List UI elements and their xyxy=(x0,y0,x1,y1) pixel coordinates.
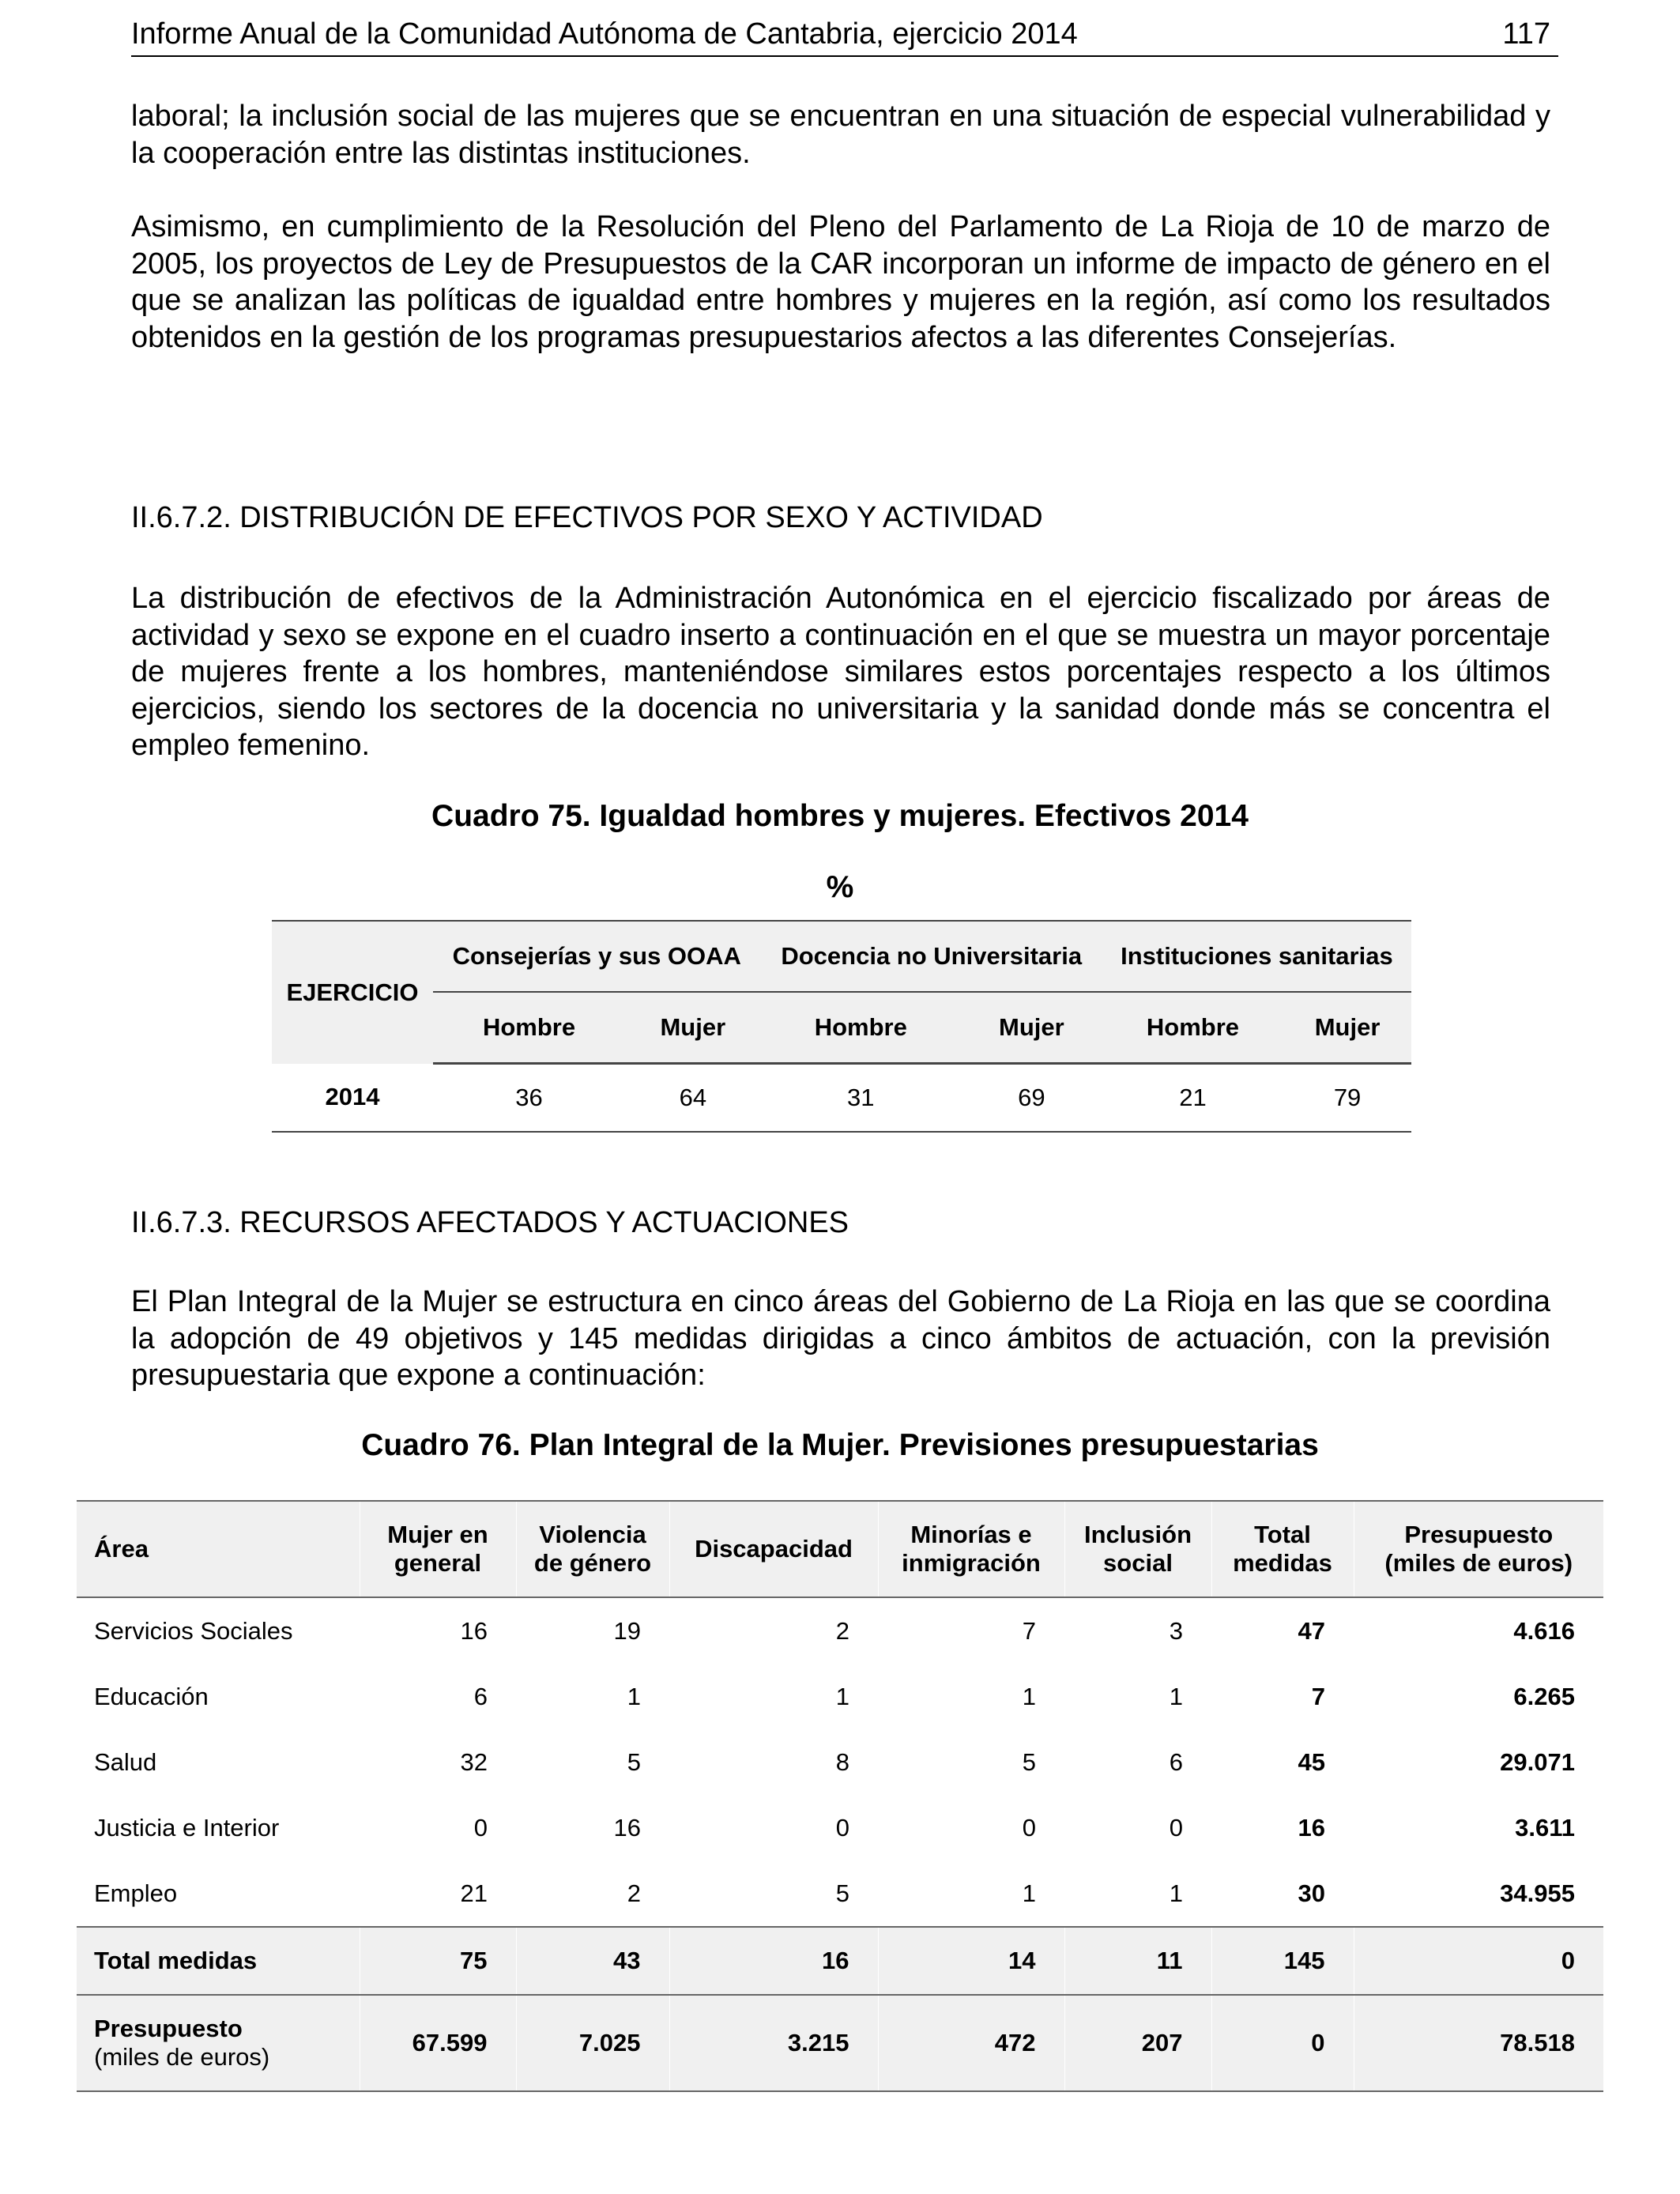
table-plan-integral-mujer xyxy=(77,1500,1603,2092)
table75-subheader: Hombre xyxy=(761,992,961,1064)
table76-total-row xyxy=(77,1927,1603,1995)
table75-subheader: Hombre xyxy=(433,992,625,1064)
table-row xyxy=(77,1860,1603,1927)
table76-header: Presupuesto (miles de euros) xyxy=(1354,1501,1603,1597)
table75-subheader: Mujer xyxy=(961,992,1102,1064)
table76-cell: 16 xyxy=(460,1616,488,1645)
table75-group-docencia: Docencia no Universitaria xyxy=(761,921,1102,992)
table76-cell: 19 xyxy=(613,1616,641,1645)
table76-cell: 3 xyxy=(1169,1616,1183,1645)
table75-subheader: Mujer xyxy=(625,992,761,1064)
page-header xyxy=(131,14,1558,57)
table76-cell: 8 xyxy=(835,1747,849,1776)
table76-cell: 34.955 xyxy=(1500,1879,1575,1907)
table76-caption: Cuadro 76. Plan Integral de la Mujer. Previsiones presupuestarias xyxy=(361,1428,1319,1462)
table76-header: Inclusión social xyxy=(1064,1501,1211,1597)
table76-row-label: Justicia e Interior xyxy=(94,1813,280,1842)
table76-cell: 4.616 xyxy=(1513,1616,1575,1645)
budget-label-main: Presupuesto xyxy=(94,2015,243,2042)
table76-cell: 7 xyxy=(1311,1682,1325,1710)
table76-cell: 1 xyxy=(627,1682,641,1710)
table76-cell: 0 xyxy=(1169,1813,1183,1842)
table76-total-cell: 43 xyxy=(516,1927,669,1995)
table76-row-label: Educación xyxy=(94,1682,209,1710)
table76-total-cell: 16 xyxy=(669,1927,878,1995)
table76-budget-cell: 207 xyxy=(1064,1995,1211,2091)
table-row xyxy=(77,1664,1603,1729)
table76-cell: 1 xyxy=(1022,1879,1036,1907)
table75-subheader: Mujer xyxy=(1283,992,1411,1064)
table-efectivos-2014 xyxy=(272,920,1411,1133)
table75-cell: 36 xyxy=(433,1064,625,1133)
table76-cell: 21 xyxy=(460,1879,488,1907)
table76-total-cell: 0 xyxy=(1354,1927,1603,1995)
table76-cell: 32 xyxy=(460,1747,488,1776)
section-heading-distribucion: II.6.7.2. DISTRIBUCIÓN DE EFECTIVOS POR SEXO Y ACTIVIDAD xyxy=(131,501,1043,534)
table76-row-label: Empleo xyxy=(94,1879,178,1907)
table76-cell: 16 xyxy=(613,1813,641,1842)
table76-cell: 1 xyxy=(1169,1879,1183,1907)
table76-budget-cell: 3.215 xyxy=(669,1995,878,2091)
table76-cell: 0 xyxy=(835,1813,849,1842)
table-row xyxy=(272,1064,1411,1133)
table-row xyxy=(77,1729,1603,1795)
table76-cell: 6 xyxy=(1169,1747,1183,1776)
table75-row-label: 2014 xyxy=(272,1064,433,1133)
table76-header: Mujer en general xyxy=(360,1501,516,1597)
table76-cell: 1 xyxy=(1022,1682,1036,1710)
table76-total-cell: 14 xyxy=(878,1927,1064,1995)
table76-row-label: Servicios Sociales xyxy=(94,1616,293,1645)
table75-row-header: EJERCICIO xyxy=(272,921,433,1064)
table76-cell: 0 xyxy=(1022,1813,1036,1842)
table76-total-label: Total medidas xyxy=(77,1927,360,1995)
table75-cell: 31 xyxy=(761,1064,961,1133)
table76-cell: 29.071 xyxy=(1500,1747,1575,1776)
paragraph-1: laboral; la inclusión social de las mujeres que se encuentran en una situación de especial vulnerabilidad y la cooperación entre las distintas instituciones. xyxy=(131,100,1550,170)
table76-cell: 6.265 xyxy=(1513,1682,1575,1710)
table76-row-label: Salud xyxy=(94,1747,157,1776)
table76-total-cell: 75 xyxy=(360,1927,516,1995)
table76-cell: 7 xyxy=(1022,1616,1036,1645)
table76-cell: 45 xyxy=(1298,1747,1325,1776)
table75-cell: 21 xyxy=(1102,1064,1283,1133)
table75-unit: % xyxy=(826,870,854,904)
table76-cell: 5 xyxy=(1022,1747,1036,1776)
section-heading-recursos: II.6.7.3. RECURSOS AFECTADOS Y ACTUACIONES xyxy=(131,1206,849,1239)
table76-header: Total medidas xyxy=(1211,1501,1354,1597)
table76-cell: 5 xyxy=(835,1879,849,1907)
table76-cell: 30 xyxy=(1298,1879,1325,1907)
table76-cell: 6 xyxy=(473,1682,488,1710)
table76-cell: 1 xyxy=(835,1682,849,1710)
table75-group-sanitarias: Instituciones sanitarias xyxy=(1102,921,1411,992)
table76-budget-cell: 67.599 xyxy=(360,1995,516,2091)
table75-cell: 69 xyxy=(961,1064,1102,1133)
table76-budget-cell: 472 xyxy=(878,1995,1064,2091)
table76-budget-cell: 7.025 xyxy=(516,1995,669,2091)
table76-cell: 2 xyxy=(835,1616,849,1645)
table76-budget-cell: 0 xyxy=(1211,1995,1354,2091)
header-title: Informe Anual de la Comunidad Autónoma de Cantabria, ejercicio 2014 xyxy=(131,17,1078,51)
table76-budget-label xyxy=(77,1995,360,2091)
table76-cell: 0 xyxy=(473,1813,488,1842)
table76-cell: 47 xyxy=(1298,1616,1325,1645)
table75-cell: 79 xyxy=(1283,1064,1411,1133)
table76-header: Discapacidad xyxy=(669,1501,878,1597)
table75-cell: 64 xyxy=(625,1064,761,1133)
table75-group-consejerias: Consejerías y sus OOAA xyxy=(433,921,761,992)
page-number: 117 xyxy=(1502,17,1550,51)
table76-cell: 1 xyxy=(1169,1682,1183,1710)
table76-cell: 16 xyxy=(1298,1813,1325,1842)
table76-total-cell: 145 xyxy=(1211,1927,1354,1995)
table-row xyxy=(77,1795,1603,1860)
paragraph-2: Asimismo, en cumplimiento de la Resolución del Pleno del Parlamento de La Rioja de 10 de marzo de 2005, los proyectos de Ley de Presupuestos de la CAR incorporan un informe de impacto de género en el que se analizan las políticas de igualdad entre hombres y mujeres en la región, así como los resultados obtenidos en la gestión de los programas presupuestarios afectos a las diferentes Consejerías. xyxy=(131,210,1550,354)
table76-cell: 2 xyxy=(627,1879,641,1907)
table75-caption: Cuadro 75. Igualdad hombres y mujeres. Efectivos 2014 xyxy=(431,799,1249,833)
paragraph-4: El Plan Integral de la Mujer se estructura en cinco áreas del Gobierno de La Rioja en las que se coordina la adopción de 49 objetivos y 145 medidas dirigidas a cinco ámbitos de actuación, con la previsión presupuestaria que expone a continuación: xyxy=(131,1285,1550,1392)
table76-total-cell: 11 xyxy=(1064,1927,1211,1995)
table76-cell: 3.611 xyxy=(1515,1813,1575,1842)
table76-cell: 5 xyxy=(627,1747,641,1776)
table76-budget-row xyxy=(77,1995,1603,2091)
table76-header: Minorías e inmigración xyxy=(878,1501,1064,1597)
paragraph-3: La distribución de efectivos de la Administración Autonómica en el ejercicio fiscalizado por áreas de actividad y sexo se expone en el cuadro inserto a continuación en el que se muestra un mayor porcentaje de mujeres frente a los hombres, manteniéndose similares estos porcentajes respecto a los últimos ejercicios, siendo los sectores de la docencia no universitaria y la sanidad donde más se concentra el empleo femenino. xyxy=(131,582,1550,762)
table76-budget-cell: 78.518 xyxy=(1354,1995,1603,2091)
table76-header: Violencia de género xyxy=(516,1501,669,1597)
table-row xyxy=(77,1597,1603,1664)
budget-label-sub: (miles de euros) xyxy=(94,2043,270,2071)
table75-subheader: Hombre xyxy=(1102,992,1283,1064)
table76-header-area: Área xyxy=(77,1501,360,1597)
